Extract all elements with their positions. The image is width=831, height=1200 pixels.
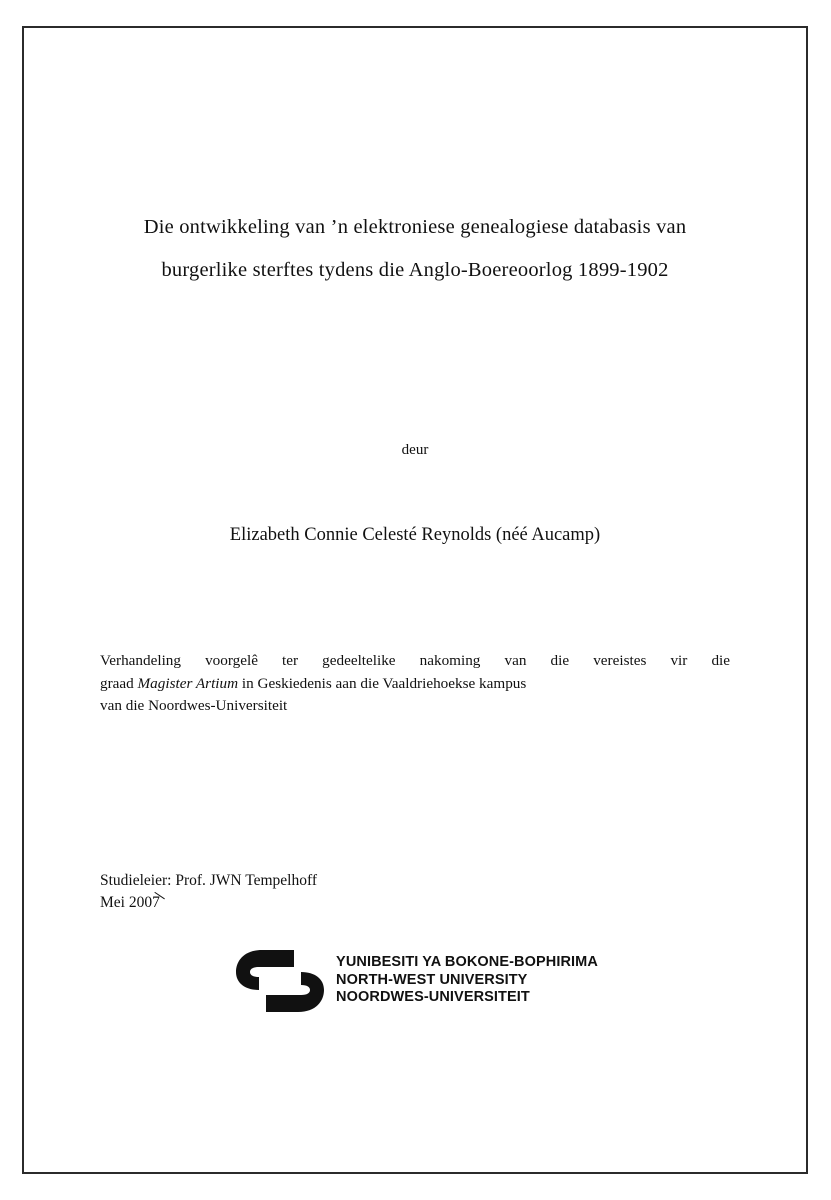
degree-name-italic: Magister Artium	[137, 674, 239, 692]
by-word: deur	[401, 442, 429, 458]
logo-text-line-1: YUNIBESITI YA BOKONE-BOPHIRIMA	[336, 954, 598, 971]
logo-text-line-3: NOORDWES-UNIVERSITEIT	[336, 989, 530, 1006]
logo-text-block	[336, 954, 598, 1007]
university-logo	[100, 944, 730, 1018]
degree-statement-line-2	[100, 673, 730, 696]
supervisor-line: Studieleier: Prof. JWN Tempelhoff	[100, 871, 318, 889]
date-line	[100, 892, 160, 914]
logo-text-line-2: NORTH-WEST UNIVERSITY	[336, 971, 528, 988]
page-title	[100, 206, 730, 292]
page-content	[22, 26, 808, 1174]
title-line-2: burgerlike sterftes tydens die Anglo-Boereoorlog 1899-1902	[161, 259, 669, 281]
date-text: Mei 2007	[100, 893, 160, 911]
supervisor-block	[100, 870, 730, 914]
degree-statement-line-3: van die Noordwes-Universiteit	[100, 697, 288, 714]
title-line-1: Die ontwikkeling van ’n elektroniese genealogiese databasis van	[143, 216, 687, 238]
degree-statement-line-2-post: in Geskiedenis aan die Vaaldriehoekse kampus	[238, 674, 527, 692]
author-name: Elizabeth Connie Celesté Reynolds (néé Aucamp)	[229, 525, 601, 545]
nwu-logo-icon	[232, 944, 328, 1018]
degree-statement-line-1: Verhandeling voorgelê ter gedeeltelike nakoming van die vereistes vir die	[100, 652, 730, 669]
degree-statement-line-2-pre: graad	[100, 674, 138, 692]
logo-group	[232, 944, 598, 1018]
degree-statement	[100, 650, 730, 718]
